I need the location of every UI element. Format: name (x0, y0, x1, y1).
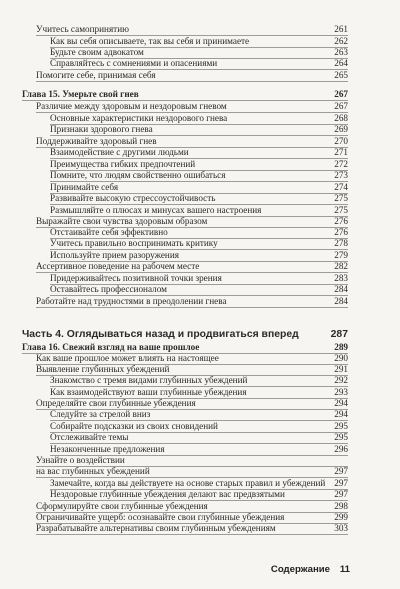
toc-entry-title: Справляйтесь с сомнениями и опасениями (50, 58, 218, 68)
toc-entry-page: 303 (334, 523, 348, 533)
toc-entry-page: 296 (334, 444, 348, 454)
toc-entry-page: 273 (334, 170, 348, 180)
toc-entry-title: Работайте над трудностями в преодолении гнева (36, 296, 227, 306)
toc-entry (50, 238, 348, 250)
toc-part-heading (22, 328, 348, 341)
toc-entry (36, 523, 348, 535)
toc-entry-title: Сформулируйте свои глубинные убеждения (36, 501, 208, 511)
toc-entry (50, 58, 348, 70)
toc-entry-title: Знакомство с тремя видами глубинных убеждений (50, 375, 248, 385)
toc-entry (50, 489, 348, 501)
toc-entry (36, 24, 348, 36)
toc-entry-title: Глава 16. Свежий взгляд на ваше прошлое (22, 342, 200, 352)
toc-entry-title: Следуйте за стрелой вниз (50, 409, 151, 419)
toc-entry-title: Как взаимодействуют ваши глубинные убеждения (50, 387, 247, 397)
toc-entry-title: Выражайте свои чувства здоровым образом (36, 216, 208, 226)
toc-entry-page: 264 (334, 58, 348, 68)
toc-entry-page: 287 (330, 329, 348, 340)
toc-entry (50, 284, 348, 296)
toc-entry-title: Размышляйте о плюсах и минусах вашего настроения (50, 205, 262, 215)
toc-entry-page: 297 (334, 478, 348, 488)
toc-entry-page: 278 (334, 238, 348, 248)
toc-entry-page: 284 (334, 284, 348, 294)
toc-entry-title: Замечайте, когда вы действуете на основе старых правил и убеждений (50, 478, 326, 488)
toc-entry (50, 147, 348, 159)
toc-entry-title: Глава 15. Умерьте свой гнев (22, 89, 139, 99)
toc-entry (50, 124, 348, 136)
toc-entry-page: 279 (334, 250, 348, 260)
toc-entry-page: 263 (334, 47, 348, 57)
toc-chapter-heading (22, 89, 348, 101)
toc-entry-title: Придерживайтесь позитивной точки зрения (50, 273, 222, 283)
toc-entry-title: Как ваше прошлое может влиять на настоящее (36, 353, 219, 363)
toc-entry-title: Преимущества гибких предпочтений (50, 159, 196, 169)
toc-entry-title: Выявление глубинных убеждений (36, 364, 170, 374)
toc-entry-title: Отстаивайте себя эффективно (50, 227, 168, 237)
toc-entry-title: Признаки здорового гнева (50, 124, 153, 134)
toc-entry-page: 291 (334, 364, 348, 374)
toc-entry-page: 262 (334, 36, 348, 46)
toc-entry-title: Основные характеристики нездорового гнева (50, 113, 228, 123)
toc-entry (50, 432, 348, 444)
toc-entry-title: Нездоровые глубинные убеждения делают вас предвзятыми (50, 489, 285, 499)
toc-entry (50, 409, 348, 421)
footer-section-label: Содержание (270, 564, 330, 575)
toc-entry-page: 265 (334, 70, 348, 80)
toc-entry-title: Отслеживайте темы (50, 432, 129, 442)
toc-entry-title: Помогите себе, принимая себя (36, 70, 156, 80)
toc-entry-title: Используйте прием разоружения (50, 250, 179, 260)
toc-entry-page: 293 (334, 387, 348, 397)
toc-entry-page: 297 (334, 466, 348, 476)
toc-entry-page: 282 (334, 261, 348, 271)
toc-entry-title: Будьте своим адвокатом (50, 47, 144, 57)
toc-entry-title: Незаконченные предложения (50, 444, 165, 454)
toc-entry-page: 289 (334, 342, 348, 352)
toc-entry-page: 292 (334, 375, 348, 385)
toc-entry-page: 275 (334, 193, 348, 203)
toc-entry-page: 275 (334, 205, 348, 215)
toc-entry (50, 170, 348, 182)
toc-entry-title: Учитесь самопринятию (36, 24, 129, 34)
toc-entry-page: 295 (334, 432, 348, 442)
page-footer (0, 564, 400, 578)
toc-entry-title: Поддерживайте здоровый гнев (36, 136, 157, 146)
toc-entry-title: Разрабатывайте альтернативы своим глубинным убеждениям (36, 523, 276, 533)
toc-entry (36, 101, 348, 113)
toc-entry (50, 193, 348, 205)
toc-entry-title: Собирайте подсказки из своих сновидений (50, 421, 218, 431)
toc-entry-page: 298 (334, 501, 348, 511)
toc-entry-title: Определяйте свои глубинные убеждения (36, 398, 196, 408)
toc-entry (36, 466, 348, 478)
toc-entry-page: 276 (334, 227, 348, 237)
toc-entry-title: Ограничивайте ущерб: осознавайте свои глубинные убеждения (36, 512, 285, 522)
toc-entry (36, 261, 348, 273)
toc-entry-page: 271 (334, 147, 348, 157)
toc-entry-page: 294 (334, 398, 348, 408)
toc-entry-title: Учитесь правильно воспринимать критику (50, 238, 218, 248)
toc-entry-page: 295 (334, 421, 348, 431)
toc-entry-page: 283 (334, 273, 348, 283)
toc-entry (36, 296, 348, 308)
toc-entry-page: 276 (334, 216, 348, 226)
toc-entry-page: 272 (334, 159, 348, 169)
toc-entry-title: Взаимодействие с другими людьми (50, 147, 189, 157)
toc-entry-page: 261 (334, 24, 348, 34)
toc-entry-title: на вас глубинных убеждений (36, 466, 150, 476)
toc-entry-page: 299 (334, 512, 348, 522)
toc-entry-page: 267 (334, 101, 348, 111)
toc-entry-page: 274 (334, 182, 348, 192)
footer-page-number: 11 (339, 564, 350, 575)
toc-entry-page: 267 (334, 89, 348, 99)
toc-entry-title: Оставайтесь профессионалом (50, 284, 167, 294)
toc-entry-title: Часть 4. Оглядываться назад и продвигаться вперед (22, 329, 299, 340)
toc-entry-page: 268 (334, 113, 348, 123)
toc-entry-title: Принимайте себя (50, 182, 119, 192)
toc-entry-page: 269 (334, 124, 348, 134)
toc-entry-title: Узнайте о воздействии (36, 455, 125, 465)
toc-entry (50, 375, 348, 387)
toc-entry-page: 284 (334, 296, 348, 306)
toc-entry-page: 294 (334, 409, 348, 419)
toc-entry-page: 290 (334, 353, 348, 363)
toc-entry-title: Различие между здоровым и нездоровым гневом (36, 101, 227, 111)
toc-entry-page: 297 (334, 489, 348, 499)
toc-entry-title: Как вы себя описываете, так вы себя и принимаете (50, 36, 250, 46)
toc-entry-title: Ассертивное поведение на рабочем месте (36, 261, 200, 271)
toc-entry-title: Развивайте высокую стрессоустойчивость (50, 193, 216, 203)
toc-entry-page: 270 (334, 136, 348, 146)
toc-entry-title: Помните, что людям свойственно ошибаться (50, 170, 226, 180)
toc-entry (36, 70, 348, 82)
